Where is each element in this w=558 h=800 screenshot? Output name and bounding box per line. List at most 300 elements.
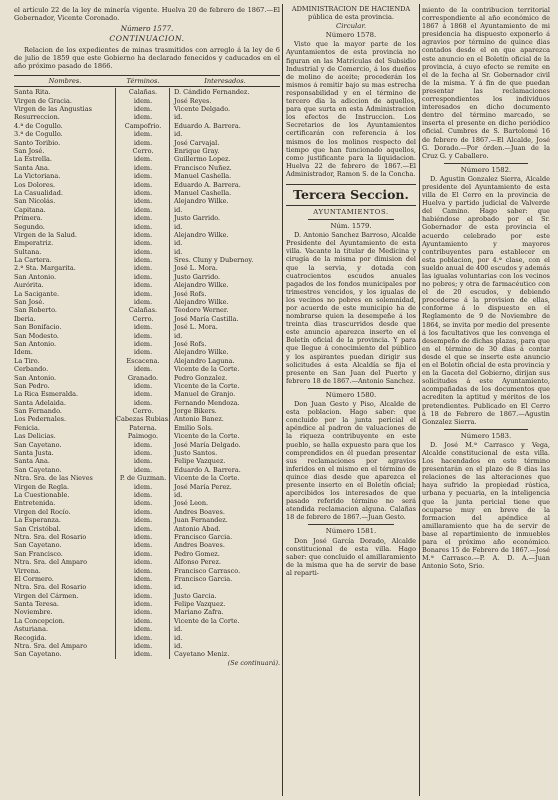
mine-interesado: id. — [174, 633, 183, 642]
mine-interesado: Alejandro Laguna. — [174, 356, 235, 365]
mine-termino: idem. — [133, 449, 153, 458]
mine-termino: idem. — [133, 172, 153, 181]
mine-termino: idem. — [133, 130, 153, 139]
mine-termino: idem. — [133, 457, 153, 466]
mine-name: Fenicia. — [14, 423, 40, 432]
mine-interesado: id. — [174, 625, 183, 634]
table-row — [14, 189, 280, 197]
mine-termino: idem. — [133, 583, 153, 592]
mine-interesado: José María Delgado. — [174, 440, 241, 449]
mine-interesado: Enrique Gray. — [174, 146, 220, 155]
mine-name: Sultana. — [14, 247, 42, 256]
mine-name: San Cayetano. — [14, 465, 62, 474]
mine-termino: idem. — [133, 155, 153, 164]
table-row — [14, 256, 280, 264]
mine-name: San Cayetano. — [14, 650, 62, 659]
mine-name: 4.ª de Cogullo. — [14, 121, 63, 130]
anuncio-1581-cont: miento de la contribucion territorial correspondiente al año económico de 1867 á 1868 el Ayuntamiento de mi presidencia ha dispuesto exponerlo á agravios por término de quince dias contados desde el en que aparezca este anuncio en el Boletín oficial de la provincia, á cuyo efecto se remite en el de la fecha al Sr. Gobernador civil de la misma. Y á fin de que puedan presentar las reclamaciones correspondientes los individuos interesados en dicho documento dentro del término marcado, se inserta el presente en dicho periódico oficial. Cumbres de S. Bartolomé 16 de febrero de 1867.—El Alcalde, José G. Dorado.—Por órden.—Juan de la Cruz G. y Caballero. — [422, 6, 550, 160]
mine-name: Santa Justa. — [14, 449, 54, 458]
mine-interesado: Eduardo A. Barrera. — [174, 121, 241, 130]
anuncio-1580: Don Juan Gesto y Piso, Alcalde de esta poblacion. Hago saber: que concluido por la junta pericial el apéndice al padron de valuaciones de la riqueza contribuyente en este pueblo, se halla expuesto para que los comprendidos en él puedan presentar sus reclamaciones por agravios inferidos en el mismo en el término de quince dias desde que aparezca el presente inserto en el Boletín oficial; apercibidos los interesados de que pasado referido término no será atendida reclamacion alguna. Calañas 18 de febrero de 1867.—Juan Gesto. — [286, 400, 416, 522]
table-row — [14, 290, 280, 298]
mine-interesado: id. — [174, 642, 183, 651]
column-rule-2 — [419, 4, 420, 796]
mine-interesado: Manuel Cashella. — [174, 172, 232, 181]
mine-name: Asturiana. — [14, 625, 49, 634]
numero-1583: Número 1583. — [460, 431, 512, 440]
mine-name: La Victoriana. — [14, 172, 61, 181]
mine-interesado: Juan Fernandez. — [174, 516, 228, 525]
mine-interesado: id. — [174, 247, 183, 256]
mine-name: San Nicolás. — [14, 197, 56, 206]
mine-name: Virgen de Gracia. — [14, 96, 72, 105]
mines-table — [14, 88, 280, 659]
continuara-note: (Se continuará). — [227, 658, 280, 667]
table-row — [14, 172, 280, 180]
mine-name: Virgen de las Angustias — [14, 105, 92, 114]
mine-name: Las Delicias. — [14, 432, 56, 441]
mine-termino: idem. — [133, 188, 153, 197]
mine-termino: idem. — [133, 390, 153, 399]
table-row — [14, 432, 280, 440]
table-row — [14, 231, 280, 239]
mine-termino: idem. — [133, 256, 153, 265]
mine-interesado: Guillermo Lopez. — [174, 155, 231, 164]
ayuntamientos-heading: AYUNTAMIENTOS. — [313, 207, 389, 216]
anuncio-1579: D. Antonio Sanchez Barroso, Alcalde Presidente del Ayuntamiento de esta villa. Vacante la titular de Medicina y cirugía de la misma por dimision del que la servia, y dotada con cuatrocientos escudos anuales pagados de los fondos municipales por trimestres vencidos, y los igualas de los vecinos no pobres en solemnidad, por acuerdo de este municipio ha de nombrarse quien la desempeñe á los treinta dias trascurridos desde que este anuncio aparezca inserto en el Boletín oficial de la provincia. Y para que llegue á conocimiento del público y los aspirantes puedan dirigir sus solicitudes á esta Alcaldía se fija el presente en San Juan del Puerto y febrero 18 de 1867.—Antonio Sanchez. — [286, 231, 416, 385]
mine-interesado: Jorge Bikers. — [174, 407, 217, 416]
mine-termino: idem. — [133, 339, 153, 348]
mine-interesado: Andres Boaves. — [174, 541, 225, 550]
mine-termino: idem. — [133, 113, 153, 122]
separator — [444, 163, 528, 164]
table-row — [14, 97, 280, 105]
mine-termino: idem. — [133, 105, 153, 114]
right-column — [422, 6, 550, 570]
mine-termino: idem. — [133, 616, 153, 625]
mine-name: San José. — [14, 146, 45, 155]
mine-interesado: Antonio Abad. — [174, 524, 221, 533]
top-text-part1: el artículo 22 de la ley de minería vigente. Huelva 20 de febrero de — [14, 6, 246, 14]
relacion-intro: Relacion de los expedientes de minas trasmitidos con arreglo á la ley de 6 de julio de 1859 que este Gobierno ha declarado fenecidos y caducados en el año próximo pasado de 1866. — [14, 45, 280, 71]
mine-name: San José. — [14, 298, 45, 307]
mine-interesado: D. Cándido Fernandez. — [174, 88, 250, 97]
mine-interesado: Vicente de la Corte. — [174, 616, 240, 625]
mine-interesado: José Rofs. — [174, 289, 207, 298]
table-row — [14, 197, 280, 205]
mine-termino: idem. — [133, 591, 153, 600]
mine-name: La Esperanza. — [14, 516, 61, 525]
table-row — [14, 441, 280, 449]
mine-interesado: José Carvajal. — [174, 138, 220, 147]
anuncio-1581: Don José García Dorado, Alcalde constitucional de esta villa. Hago saber: que concluido el amillaramiento de la misma que ha de servir de base al reparti- — [286, 536, 416, 577]
mine-interesado: Vicente de la Corte. — [174, 365, 240, 374]
mine-termino: idem. — [133, 381, 153, 390]
mine-name: El Cormero. — [14, 574, 54, 583]
mine-termino: idem. — [133, 625, 153, 634]
mine-termino: idem. — [133, 532, 153, 541]
mine-termino: idem. — [133, 180, 153, 189]
admin-heading: ADMINISTRACION DE HACIENDA pública de esta provincia. — [291, 5, 411, 21]
mine-name: La Casualidad. — [14, 188, 63, 197]
mine-interesado: José Rofs. — [174, 339, 207, 348]
table-row — [14, 457, 280, 465]
mine-interesado: José L. Mora. — [174, 323, 218, 332]
mine-interesado: Francisco Carrasco. — [174, 566, 241, 575]
mine-interesado: Vicente de la Corte. — [174, 432, 240, 441]
table-row — [14, 407, 280, 415]
mine-termino: idem. — [133, 205, 153, 214]
mine-name: Virgen del Rocío. — [14, 507, 71, 516]
mine-name: Ntra. Sra. del Rosario — [14, 583, 87, 592]
mine-name: Santa Ana. — [14, 457, 50, 466]
table-row — [14, 608, 280, 616]
mine-interesado: José María Perez. — [174, 482, 232, 491]
mine-interesado: Justo Garrido. — [174, 272, 221, 281]
mine-termino: idem. — [133, 524, 153, 533]
mine-interesado: Emilio Sols. — [174, 423, 213, 432]
mine-termino: idem. — [133, 197, 153, 206]
mine-termino: idem. — [133, 499, 153, 508]
numero-1577: Número 1577. — [120, 23, 174, 33]
table-row — [14, 650, 280, 658]
table-row — [14, 164, 280, 172]
mine-interesado: Alejandro Wilke. — [174, 348, 229, 357]
mine-interesado: Alejandro Wilke. — [174, 298, 229, 307]
numero-1580: Número 1580. — [325, 390, 377, 399]
mine-termino: Cerro. — [132, 314, 154, 323]
mine-name: La Sacigante. — [14, 289, 60, 298]
mine-termino: Cerro. — [132, 407, 154, 416]
mine-termino: Escacena. — [126, 356, 160, 365]
header-interesados: Interesados. — [204, 76, 246, 85]
mine-interesado: Fernando Mendoza. — [174, 398, 240, 407]
mine-interesado: id. — [174, 583, 183, 592]
table-row — [14, 348, 280, 356]
table-row — [14, 315, 280, 323]
mine-interesado: Vicente de la Corte. — [174, 381, 240, 390]
mine-termino: idem. — [133, 163, 153, 172]
mine-name: Recogida. — [14, 633, 47, 642]
mine-interesado: Pedro Gomez. — [174, 549, 220, 558]
mine-termino: idem. — [133, 222, 153, 231]
mine-termino: idem. — [133, 96, 153, 105]
mine-name: La Rica Esmeralda. — [14, 390, 79, 399]
table-row — [14, 516, 280, 524]
tercera-seccion-heading: Tercera Seccion. — [286, 184, 416, 206]
table-row — [14, 214, 280, 222]
anuncio-1582: D. Agustin Gonzalez Sierra, Alcalde presidente del Ayuntamiento de esta villa de El Cerro en la provincia de Huelva y partido judicial de Valverde del Camino. Hago saber: que habiéndose aprobado por el Sr. Gobernador de esta provincia el acuerdo celebrado por este Ayuntamiento y mayores contribuyentes para establecer en esta poblacion, por 4.ª clase, con el sueldo anual de 400 escudos y además las igualas voluntarias con los vecinos no pobres; y otra de farmacéutico con el de 20 escudos, y debiendo procederse á la provision de ellas, conforme á lo dispuesto en el Reglamento de 9 de Noviembre de 1864, se invita por medio del presente á los facultativos que les convenga el desempeño de dichas plazas, para que en el término de 30 dias á contar desde el que se inserte este anuncio en el Boletín oficial de esta provincia y en la Gaceta del Gobierno, dirijan sus solicitudes á este Ayuntamiento, acompañadas de los documentos que acrediten la aptitud y méritos de los pretendientes. Publicado en El Cerro á 18 de Febrero de 1867.—Agustin Gonzalez Sierra. — [422, 174, 550, 426]
table-row — [14, 424, 280, 432]
mine-termino: idem. — [133, 574, 153, 583]
mine-name: San Cayetano. — [14, 541, 62, 550]
mine-termino: Cabezas Rubias. — [116, 415, 170, 424]
table-row — [14, 399, 280, 407]
table-divider-2 — [169, 88, 170, 659]
table-row — [14, 592, 280, 600]
mine-termino: idem. — [133, 566, 153, 575]
mine-termino: idem. — [133, 650, 153, 659]
mine-name: Santa Ana. — [14, 163, 50, 172]
mine-interesado: Justo Santos. — [174, 449, 218, 458]
table-row — [14, 508, 280, 516]
mine-interesado: Francisco Garcia. — [174, 574, 233, 583]
table-row — [14, 499, 280, 507]
table-row — [14, 491, 280, 499]
mine-termino: idem. — [133, 440, 153, 449]
mine-termino: Cerro. — [132, 146, 154, 155]
table-row — [14, 634, 280, 642]
mine-name: Ntra. Sra. del Amparo — [14, 642, 88, 651]
mine-termino: idem. — [133, 331, 153, 340]
mine-interesado: Sres. Cluny y Dubernoy. — [174, 256, 254, 265]
mine-interesado: José María Castilla. — [174, 314, 239, 323]
header-terminos: Términos. — [126, 76, 160, 85]
mine-interesado: Mariano Zafra. — [174, 608, 224, 617]
mine-termino: idem. — [133, 642, 153, 651]
mine-termino: Campofrio. — [124, 121, 162, 130]
separator — [308, 524, 394, 525]
table-row — [14, 206, 280, 214]
mine-name: Santa Rita. — [14, 88, 51, 97]
table-row — [14, 466, 280, 474]
mine-interesado: Alejandro Wilke. — [174, 281, 229, 290]
mine-interesado: Francisco Nuñez. — [174, 163, 232, 172]
mine-interesado: Pedro Gonzalez. — [174, 373, 228, 382]
mine-name: Primera. — [14, 214, 43, 223]
mine-interesado: Francisco Garcia. — [174, 532, 233, 541]
mine-termino: idem. — [133, 289, 153, 298]
table-row — [14, 281, 280, 289]
mine-interesado: Eduardo A. Barrera. — [174, 465, 241, 474]
mine-termino: idem. — [133, 138, 153, 147]
mine-name: San Antonio. — [14, 339, 57, 348]
mine-interesado: Alejandro Wilke. — [174, 230, 229, 239]
mine-name: San Cayetano. — [14, 440, 62, 449]
numero-1579: Núm. 1579. — [330, 222, 372, 231]
column-rule-1 — [282, 4, 283, 796]
table-row — [14, 264, 280, 272]
mine-termino: Calañas. — [128, 88, 158, 97]
table-row — [14, 541, 280, 549]
table-row — [14, 122, 280, 130]
mine-termino: idem. — [133, 491, 153, 499]
table-row — [14, 415, 280, 423]
mine-termino: Calañas. — [128, 306, 158, 315]
table-row — [14, 642, 280, 650]
mine-interesado: Andres Boaves. — [174, 507, 225, 516]
table-row — [14, 374, 280, 382]
mine-termino: Paimogo. — [127, 432, 159, 441]
table-row — [14, 88, 280, 96]
mine-termino: idem. — [133, 239, 153, 248]
top-text-part2: 1867.—El Gobernador, Vicente Coronado. — [14, 6, 280, 23]
mine-name: Virgen de Regla. — [14, 482, 70, 491]
table-row — [14, 567, 280, 575]
mine-name: Los Pedernales. — [14, 415, 67, 424]
mine-name: Capitana. — [14, 205, 46, 214]
mine-interesado: id. — [174, 130, 183, 139]
mine-termino: Granado. — [127, 373, 159, 382]
mine-name: San Antonio. — [14, 272, 57, 281]
mine-name: Ntra. Sra. del Rosario — [14, 532, 87, 541]
table-row — [14, 298, 280, 306]
table-row — [14, 340, 280, 348]
mine-name: Aurórita. — [14, 281, 44, 290]
table-row — [14, 550, 280, 558]
mine-name: Santo Toribio. — [14, 138, 61, 147]
mine-name: Emperatriz. — [14, 239, 54, 248]
mine-name: Ntra. Sra. de las Nieves — [14, 474, 93, 483]
table-row — [14, 248, 280, 256]
table-row — [14, 533, 280, 541]
mine-interesado: José Reyes. — [174, 96, 212, 105]
mine-termino: idem. — [133, 247, 153, 256]
mine-interesado: Manuel de Granjo. — [174, 390, 236, 399]
mine-name: Resurreccion. — [14, 113, 60, 122]
table-row — [14, 105, 280, 113]
mine-termino: idem. — [133, 516, 153, 525]
mine-termino: idem. — [133, 398, 153, 407]
mine-termino: idem. — [133, 348, 153, 357]
mine-interesado: id. — [174, 205, 183, 214]
table-row — [14, 474, 280, 482]
mine-termino: idem. — [133, 323, 153, 332]
mine-name: San Antonio. — [14, 373, 57, 382]
table-row — [14, 306, 280, 314]
mine-interesado: id. — [174, 331, 183, 340]
mine-name: San Bonifacio. — [14, 323, 62, 332]
mine-name: Noviembre. — [14, 608, 53, 617]
mine-name: Entretenida. — [14, 499, 56, 508]
mine-name: La Cartera. — [14, 256, 52, 265]
circular-text: Visto que la mayor parte de los Ayuntamientos de esta provincia no figuran en las Matrículas del Subsidio Industrial y de Comercio, á los dueños de molino de aceite; procederán los mismos á remitir bajo su mas estrecha responsabilidad y en el término de tercero dia la adiccion de aquellos, para que surta en esta Administracion los efectos de Instruccion. Los Secretarios de los Ayuntamientos certificarán con referencia á los mismos de los molinos respecto del tiempo que han funcionado aquellos, como justificante para la liquidacion. Huelva 22 de febrero de 1867.—El Administrador, Ramon S. de la Concha. — [286, 40, 416, 178]
mine-name: La Cuestionable. — [14, 491, 70, 499]
table-row — [14, 449, 280, 457]
mine-interesado: José Leon. — [174, 499, 209, 508]
mine-name: Santa Teresa. — [14, 600, 59, 609]
mine-name: San Fernando. — [14, 407, 62, 416]
table-divider-1 — [115, 88, 116, 659]
table-row — [14, 583, 280, 591]
mine-interesado: Vicente Delgado. — [174, 105, 231, 114]
mine-interesado: id. — [174, 239, 183, 248]
mine-interesado: Cayetano Meniz. — [174, 650, 230, 659]
mine-name: Virgen de la Salud. — [14, 230, 77, 239]
table-row — [14, 357, 280, 365]
mine-interesado: Justo Garrido. — [174, 214, 221, 223]
mine-name: La Estrella. — [14, 155, 53, 164]
table-row — [14, 483, 280, 491]
mine-termino: idem. — [133, 541, 153, 550]
mine-interesado: Alejandro Wilke. — [174, 197, 229, 206]
circular-label: Circular. — [335, 22, 367, 31]
mine-termino: idem. — [133, 465, 153, 474]
mine-termino: idem. — [133, 264, 153, 273]
mine-termino: idem. — [133, 608, 153, 617]
table-row — [14, 139, 280, 147]
mine-interesado: id. — [174, 491, 183, 499]
mine-termino: idem. — [133, 600, 153, 609]
mine-termino: idem. — [133, 482, 153, 491]
separator — [308, 219, 394, 220]
mine-interesado: Felipe Vazquez. — [174, 457, 226, 466]
mine-interesado: Felipe Vazquez. — [174, 600, 226, 609]
mine-termino: idem. — [133, 365, 153, 374]
table-row — [14, 130, 280, 138]
mine-interesado: José L. Mora. — [174, 264, 218, 273]
header-nombres: Nombres. — [48, 76, 82, 85]
mine-termino: idem. — [133, 633, 153, 642]
mine-interesado: id. — [174, 113, 183, 122]
table-row — [14, 223, 280, 231]
left-column — [14, 6, 280, 667]
mine-name: La Tiro. — [14, 356, 40, 365]
numero-1581: Número 1581. — [325, 527, 377, 536]
mine-name: Ntra. Sra. del Amparo — [14, 558, 88, 567]
middle-column — [286, 6, 416, 577]
anuncio-1583: D. José M.ª Carrasco y Vega, Alcalde constitucional de esta villa. Los hacendados en este término presentarán en el plazo de 8 dias las relaciones de las alteraciones que haya sufrido la propiedad rústica, urbana y pecuaria, en la inteligencia que la junta pericial tiene que ocuparse muy en breve de la formacion del apéndice al amillaramiento que ha de servir de base al repartimiento de inmuebles para el próximo año económico. Bonares 15 de Febrero de 1867.—José M.ª Carrasco.—P. A. D. A.—Juan Antonio Soto, Srio. — [422, 440, 550, 571]
table-row — [14, 181, 280, 189]
mine-termino: idem. — [133, 558, 153, 567]
mine-name: Santa Adelaida. — [14, 398, 66, 407]
mine-termino: P. de Guzman. — [119, 474, 167, 483]
mine-interesado: Manuel Cashella. — [174, 188, 232, 197]
mine-termino: idem. — [133, 549, 153, 558]
table-row — [14, 617, 280, 625]
mine-interesado: Alfonso Perez. — [174, 558, 221, 567]
table-row — [14, 239, 280, 247]
table-row — [14, 382, 280, 390]
mine-interesado: Justo Garcia. — [174, 591, 217, 600]
numero-1582: Número 1582. — [460, 165, 512, 174]
table-row — [14, 332, 280, 340]
mine-name: 3.ª de Cogullo. — [14, 130, 63, 139]
mine-termino: Paterna. — [129, 423, 157, 432]
mine-termino: idem. — [133, 298, 153, 307]
mine-name: Los Dolores. — [14, 180, 56, 189]
table-row — [14, 600, 280, 608]
table-row — [14, 155, 280, 163]
mine-name: Cerbando. — [14, 365, 49, 374]
table-row — [14, 525, 280, 533]
mine-name: Virrena. — [14, 566, 41, 575]
mine-interesado: Antonio Banez. — [174, 415, 224, 424]
table-row — [14, 575, 280, 583]
mine-name: Virgen del Cármen. — [14, 591, 79, 600]
table-row — [14, 390, 280, 398]
mine-interesado: Vicente de la Corte. — [174, 474, 240, 483]
mine-name: San Francisco. — [14, 549, 63, 558]
mine-name: Iberia. — [14, 314, 36, 323]
continuacion-heading: CONTINUACION. — [109, 34, 185, 44]
mine-interesado: Eduardo A. Barrera. — [174, 180, 241, 189]
table-row — [14, 625, 280, 633]
table-row — [14, 147, 280, 155]
table-row — [14, 273, 280, 281]
mine-interesado: id. — [174, 222, 183, 231]
separator — [444, 429, 528, 430]
mine-name: Segundo. — [14, 222, 45, 231]
mine-termino: idem. — [133, 272, 153, 281]
mine-termino: idem. — [133, 214, 153, 223]
mine-name: 2.ª Sta. Margarita. — [14, 264, 76, 273]
mine-interesado: Teodoro Werner. — [174, 306, 229, 315]
table-header — [14, 75, 280, 87]
table-row — [14, 558, 280, 566]
mine-name: San Cristóbal. — [14, 524, 61, 533]
mine-name: San Roberto. — [14, 306, 57, 315]
